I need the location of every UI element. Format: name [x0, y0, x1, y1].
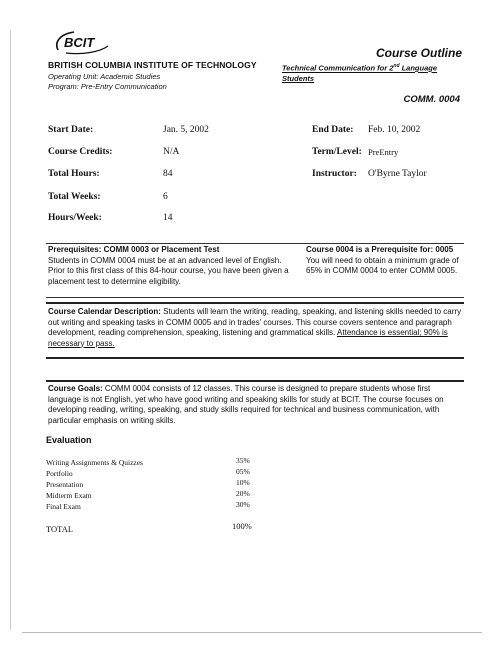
evaluation-weight: 10%	[236, 478, 250, 487]
divider	[46, 357, 464, 359]
evaluation-total-label: TOTAL	[46, 524, 74, 534]
prerequisites-heading: Prerequisites: COMM 0003 or Placement Test	[48, 245, 220, 254]
prerequisite-for-section	[306, 245, 464, 277]
evaluation-weight: 35%	[236, 456, 250, 465]
credits-label: Course Credits:	[48, 147, 113, 157]
start-date-label: Start Date:	[48, 125, 94, 135]
course-title-part: Technical Communication for 2	[282, 63, 394, 73]
prerequisite-for-heading: Course 0004 is a Prerequisite for: 0005	[306, 245, 454, 254]
course-title-superscript: nd	[393, 63, 400, 69]
evaluation-item: Presentation	[46, 480, 84, 489]
instructor-label: Instructor:	[312, 169, 357, 179]
attendance-note: Attendance is essential; 90% is necessary to pass.	[48, 328, 448, 348]
hours-value: 84	[163, 169, 173, 179]
calendar-body: Students will learn the writing, reading, speaking, and listening skills needed to carry out writing and speaking tasks in COMM 0005 and in trades' courses. This course covers sentence and paragraph development, reading comprehension, speaking, listening and grammatical skills.	[48, 307, 462, 337]
bcit-logo	[52, 28, 112, 56]
weeks-value: 6	[163, 192, 168, 202]
course-goals	[48, 384, 464, 426]
start-date-value: Jan. 5, 2002	[163, 125, 209, 135]
course-goals-body: COMM 0004 consists of 12 classes. This course is designed to prepare students whose first language is not English, yet who have good writing and speaking skills for study at BCIT. The course focuses on developing reading, writing, speaking, and study skills required for technical and business communication, with particular emphasis on writing skills.	[48, 384, 444, 425]
evaluation-item: Writing Assignments & Quizzes	[46, 458, 143, 467]
evaluation-heading: Evaluation	[46, 435, 92, 445]
prerequisite-for-body: You will need to obtain a minimum grade of 65% in COMM 0004 to enter COMM 0005.	[306, 255, 459, 275]
end-date-label: End Date:	[312, 125, 354, 135]
evaluation-total-value: 100%	[232, 521, 252, 531]
evaluation-weight: 30%	[236, 500, 250, 509]
instructor-value: O'Byrne Taylor	[368, 169, 427, 179]
program-name: Program: Pre-Entry Communication	[48, 82, 167, 91]
term-label: Term/Level:	[312, 147, 362, 157]
end-date-value: Feb. 10, 2002	[368, 125, 421, 135]
course-title	[282, 61, 472, 84]
course-goals-label: Course Goals:	[48, 384, 103, 393]
evaluation-item: Midterm Exam	[46, 491, 92, 500]
term-value: PreEntry	[368, 147, 399, 157]
evaluation-item: Portfolio	[46, 469, 73, 478]
divider	[46, 380, 464, 382]
course-title-part: Students	[282, 73, 315, 83]
calendar-label: Course Calendar Description:	[48, 307, 161, 316]
operating-unit: Operating Unit: Academic Studies	[48, 72, 161, 81]
prerequisites-section	[48, 245, 300, 287]
course-code: COMM. 0004	[403, 94, 460, 105]
divider	[46, 302, 464, 304]
weeks-label: Total Weeks:	[48, 192, 101, 202]
document-type: Course Outline	[375, 46, 462, 60]
evaluation-weight: 20%	[236, 489, 250, 498]
logo-text: BCIT	[64, 35, 95, 50]
calendar-description	[48, 307, 462, 349]
evaluation-weight: 05%	[236, 467, 250, 476]
credits-value: N/A	[163, 147, 180, 157]
institution-name: BRITISH COLUMBIA INSTITUTE OF TECHNOLOGY	[48, 60, 257, 70]
hours-per-week-value: 14	[163, 213, 173, 223]
course-title-part: Language	[399, 63, 438, 73]
prerequisites-body: Students in COMM 0004 must be at an advanced level of English. Prior to this first class of this 84-hour course, you have been given a placement test to determine eligibility.	[48, 255, 289, 286]
hours-label: Total Hours:	[48, 169, 100, 179]
hours-per-week-label: Hours/Week:	[48, 213, 102, 223]
scan-edge	[10, 30, 11, 630]
evaluation-item: Final Exam	[46, 502, 81, 511]
scan-edge	[22, 632, 482, 633]
